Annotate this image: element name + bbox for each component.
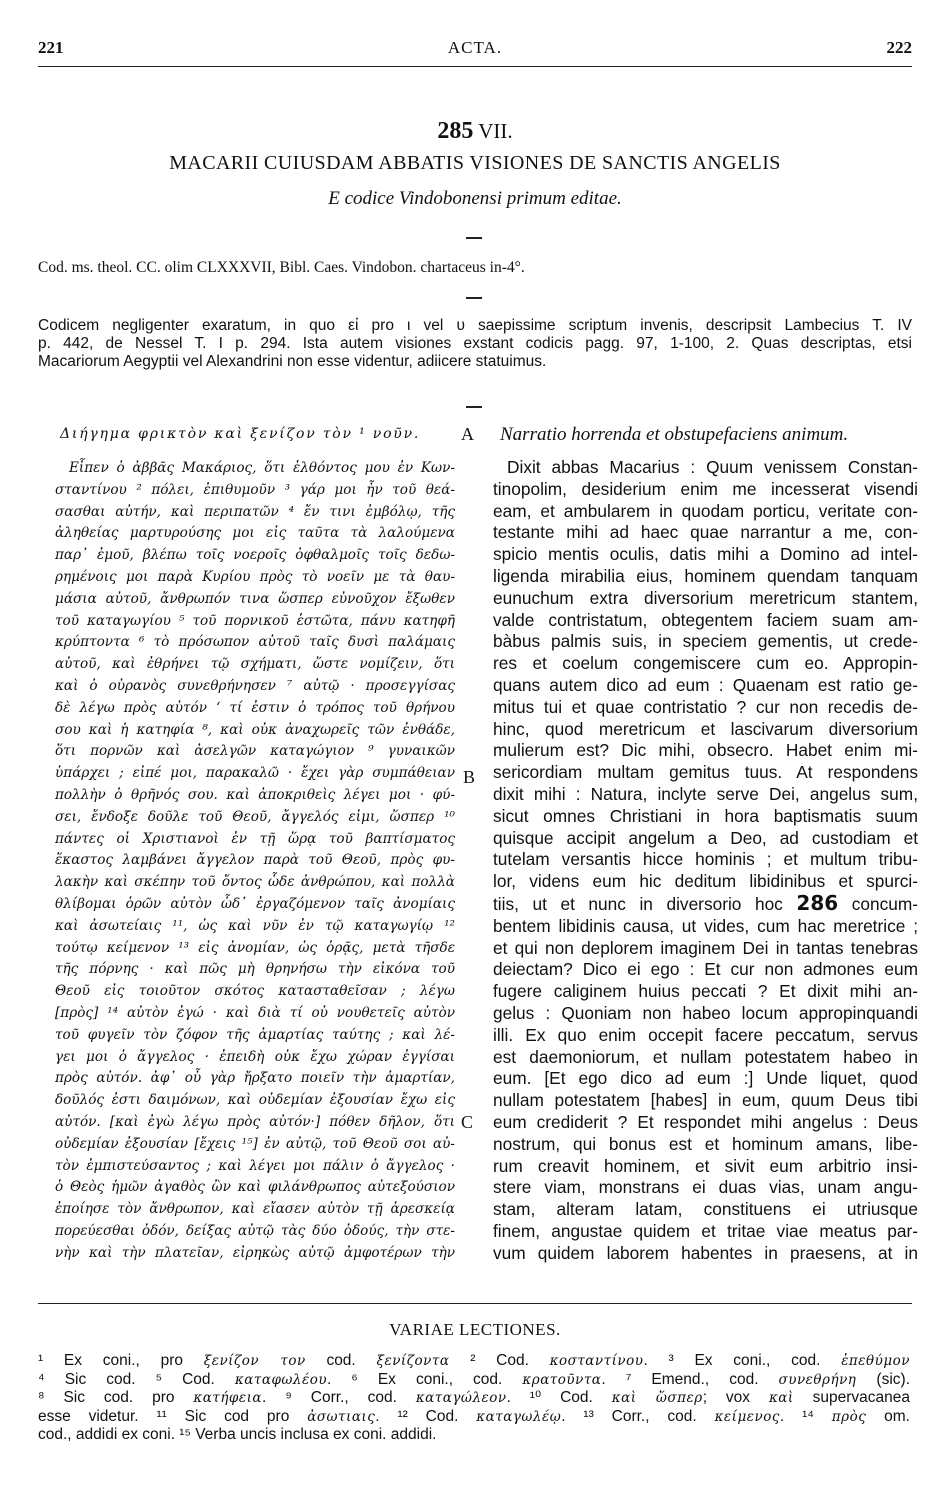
greek-reading: κείμενος: [714, 1408, 780, 1425]
greek-line: πρὸς αὐτόν. ἀφ᾽ οὗ γὰρ ἤρξατο ποιεῖν τὴν ἁμαρτίαν,: [55, 1070, 455, 1087]
greek-line: νὴν καὶ τὴν πλατεῖαν, εἰρηκὼς αὐτῷ ἀμφοτέρων τὴν: [55, 1244, 455, 1261]
latin-line-text: concum-: [851, 893, 918, 914]
latin-line: res et coelum congemiscere cum eo. Appropin-: [493, 653, 918, 674]
separator-dash: [466, 237, 482, 239]
greek-line: γει μοι ὁ ἄγγελος · ἐπειδὴ οὐκ ἔχω χώραν ἐγγίσαι: [55, 1048, 455, 1065]
latin-line: stere viam, monstrans ei duas vias, unam angu-: [493, 1177, 918, 1198]
latin-line: est daemoniorum, et nullam potestatem habeo in: [493, 1046, 918, 1067]
greek-heading: Διήγημα φρικτὸν καὶ ξενίζον τὸν ¹ νοῦν.: [60, 426, 421, 442]
note-text: (sic).: [856, 1370, 910, 1388]
header-rule: [38, 66, 912, 67]
note-text: . ³ Ex coni., cod.: [643, 1352, 842, 1369]
variae-line: [38, 1426, 910, 1445]
latin-line: bàbus palmis suis, in speciem gementis, ut crede-: [493, 631, 918, 652]
greek-line: τῆς πόρνης · καὶ πῶς μὴ θρηνήσω τὴν εἰκόνα τοῦ: [55, 961, 455, 978]
latin-line: spicio mentis oculis, datis mihi a Domino ad intel-: [493, 544, 918, 565]
latin-line: deiectam? Dico ei ego : Et cur non admones eum: [493, 959, 918, 980]
greek-line: ὁ Θεὸς ἡμῶν ἀγαθὸς ὢν καὶ φιλάνθρωπος αὐτεξούσιον: [55, 1179, 455, 1196]
note-text: . ¹⁴: [779, 1407, 832, 1425]
latin-line: nostrum, qui bonus est et hominum amans, libe-: [493, 1133, 918, 1154]
greek-line: ρημένοις μοι παρὰ Κυρίου πρὸς τὸ νοεῖν με τὰ θαυ-: [55, 568, 455, 585]
latin-line: eum crediderit ? Et respondet mihi angelus : Deus: [493, 1111, 918, 1132]
intro-line: Macariorum Aegyptii vel Alexandrini non esse videntur, adiicere statuimus.: [38, 353, 547, 370]
variae-line: [38, 1408, 910, 1427]
greek-line: πολλὴν ὁ θρῆνός σου. καὶ ἀποκριθεὶς λέγει μοι · φύ-: [55, 786, 455, 803]
greek-line: [πρὸς] ¹⁴ αὐτὸν ἐγώ · καὶ διὰ τί οὐ νουθετεῖς αὐτὸν: [55, 1004, 455, 1021]
note-text: supervacanea: [793, 1389, 910, 1406]
intro-line: p. 442, de Nessel T. I p. 294. Ista autem visiones exstant codicis pagg. 97, 1-100, 2. Quas descriptas, etsi: [38, 335, 912, 352]
greek-line: δὲ λέγω πρὸς αὐτόν ‘ τί ἐστιν ὁ τρόπος τοῦ θρήνου: [55, 699, 455, 716]
greek-line: ὑπάρχει ; εἰπέ μοι, παρακαλῶ · ἔχει γὰρ συμπάθειαν: [55, 765, 455, 782]
note-text: ; vox: [702, 1389, 769, 1406]
variae-lectiones-title: VARIAE LECTIONES.: [389, 1320, 561, 1339]
greek-reading: πρὸς: [831, 1408, 867, 1425]
latin-line: mitus tui et quae contristatio ? cur non recedis de-: [493, 696, 918, 717]
greek-reading: συνεθρήνη: [778, 1371, 857, 1388]
greek-line: καὶ ὁ οὐρανὸς συνεθρήνησεν ⁷ αὐτῷ · προσεγγίσας: [55, 677, 455, 694]
greek-reading: καὶ ὥσπερ: [611, 1390, 703, 1406]
greek-line: πάντες οἱ Χριστιανοὶ ἐν τῇ ὥρᾳ τοῦ βαπτίσματος: [55, 830, 455, 847]
latin-line: et qui non deplorem imaginem Dei in tantas tenebras: [493, 937, 918, 958]
document-number-suffix: VII.: [478, 119, 513, 143]
latin-line: eam, et ambularem in quodam porticu, veritate con-: [493, 500, 918, 521]
latin-line: [493, 890, 918, 916]
note-text: ² Cod.: [449, 1352, 550, 1369]
greek-line: καὶ ἀσωτείαις ¹¹, ὡς καὶ νῦν ἐν τῷ καταγωγίῳ ¹²: [55, 917, 455, 934]
column-number-left: 221: [38, 38, 64, 57]
note-text: . ¹⁰ Cod.: [506, 1389, 612, 1406]
note-text: cod.: [305, 1352, 377, 1369]
running-head: [38, 38, 912, 62]
variae-line: [38, 1352, 910, 1371]
greek-line: ἕκαστος λαμβάνει ἄγγελον παρὰ τοῦ Θεοῦ, πρὸς φυ-: [55, 852, 455, 869]
latin-line: vum quidem laborem habentes in praesens, at in: [493, 1242, 918, 1263]
latin-line: lor, videns eum hic deditum libidinibus et spurci-: [493, 871, 918, 892]
latin-line: stam, alteram latam, constituens ei utriusque: [493, 1199, 918, 1220]
greek-line: τούτῳ κείμενον ¹³ εἰς ἀνομίαν, ὡς ὁρᾷς, μετὰ τῆσδε: [55, 939, 455, 956]
latin-line: bentem libidinis causa, ut vides, cum hac meretrice ;: [493, 915, 918, 936]
greek-line: λακὴν καὶ σκέπην τοῦ ὄντος ὧδε ἀνθρώπου, καὶ πολλὰ: [55, 874, 455, 891]
greek-line: κρύπτοντα ⁶ τὸ πρόσωπον αὐτοῦ ταῖς δυσὶ παλάμαις: [55, 634, 455, 651]
latin-line: tinopolim, desiderium enim me incesserat visendi: [493, 478, 918, 499]
greek-line: οὐδεμίαν ἐξουσίαν [ἔχεις ¹⁵] ἐν αὐτῷ, τοῦ Θεοῦ σοι αὐ-: [55, 1135, 455, 1152]
note-text: . ⁷ Emend., cod.: [601, 1370, 779, 1388]
note-text: . ⁶ Ex coni., cod.: [327, 1370, 523, 1388]
latin-line-text: tiis, ut et nunc in diversorio hoc: [493, 893, 783, 914]
variae-lectiones-notes: [38, 1352, 910, 1445]
latin-line: dixit mihi : Natura, inclyte serve Dei, angelus sum,: [493, 783, 918, 804]
note-text: cod., addidi ex coni. ¹⁵ Verba uncis inclusa ex coni. addidi.: [38, 1426, 437, 1443]
greek-line: σου καὶ ἡ κατηφία ⁸, καὶ οὐκ ἀναχωρεῖς τῶν ἐνθάδε,: [55, 721, 455, 738]
variae-line: [38, 1371, 910, 1390]
latin-line: rum creavit hominem, et sivit eum arbitrio insi-: [493, 1155, 918, 1176]
greek-line: ἐποίησε τὸν ἄνθρωπον, καὶ εἴασεν αὐτὸν τῇ ἀρεσκείᾳ: [55, 1201, 455, 1218]
margin-letter-c: C: [461, 1112, 474, 1132]
document-number: [38, 118, 912, 145]
note-text: ⁴ Sic cod. ⁵ Cod.: [38, 1370, 235, 1388]
latin-line: fugere caliginem huius peccati ? Et dixit mihi an-: [493, 981, 918, 1002]
latin-line: illi. Ex quo enim occepit facere peccatum, servus: [493, 1024, 918, 1045]
greek-line: θλίβομαι ὁρῶν αὐτὸν ὧδ᾽ ἐργαζόμενον ταῖς ἀνομίαις: [55, 895, 455, 912]
latin-line: Dixit abbas Macarius : Quum venissem Constan-: [507, 457, 918, 477]
column-marker-number: 286: [796, 890, 839, 915]
greek-line: Θεοῦ εἰς τοιοῦτον σκότος κατασταθεῖσαν ; λέγω: [55, 983, 455, 1000]
margin-letter-b: B: [463, 767, 476, 787]
latin-line: eum. [Et ego dico ad eum :] Unde liquet, quod: [493, 1068, 918, 1089]
separator-dash: [466, 406, 482, 408]
greek-line: σταντίνου ² πόλει, ἐπιθυμοῦν ³ γάρ μοι ἦν τοῦ θεά-: [55, 481, 455, 498]
latin-line: nullam potestatem [habes] in eum, quum Deus tibi: [493, 1090, 918, 1111]
footnote-rule: [38, 1303, 912, 1304]
latin-line: tutelam versantis hicce hominis ; et multum tribu-: [493, 849, 918, 870]
latin-text-column: [493, 457, 918, 1264]
introduction-paragraph: [38, 317, 912, 371]
greek-reading: κοσταντίνου: [549, 1353, 644, 1369]
greek-line: παρ᾽ ἐμοῦ, βλέπω τοῖς νοεροῖς ὀφθαλμοῖς τοῖς δεδω-: [55, 547, 455, 564]
note-text: . ¹³ Corr., cod.: [561, 1407, 715, 1425]
greek-reading: ἀσωτιαις: [307, 1408, 376, 1425]
greek-line: τοῦ φυγεῖν τὸν ζόφον τῆς ἁμαρτίας ταύτης ; καὶ λέ-: [55, 1026, 455, 1043]
separator-dash: [466, 297, 482, 299]
greek-line: δοῦλός ἐστι δαιμόνων, καὶ οὐδεμίαν ἐξουσίαν ἔχω εἰς: [55, 1092, 455, 1109]
greek-line: πορεύεσθαι ὁδόν, δείξας αὐτῷ τὰς δύο ὁδούς, τὴν στε-: [55, 1222, 455, 1239]
intro-line: Codicem negligenter exaratum, in quo εἰ pro ι vel υ saepissime scriptum invenis, descripsit Lambecius T. IV: [38, 317, 912, 334]
greek-line: αὐτοῦ, καὶ ἐθρήνει τῷ σχήματι, ὥστε νομίζειν, ὅτι: [55, 656, 455, 673]
latin-line: mulierum est? Dic mihi, obsecro. Habet enim mi-: [493, 740, 918, 761]
margin-letter-a: A: [461, 424, 474, 444]
note-text: om.: [866, 1407, 910, 1425]
latin-line: hinc, quod meretricum et lascivarum diversorium: [493, 718, 918, 739]
greek-line: τοῦ καταγωγίου ⁵ τοῦ πορνικοῦ ἑστῶτα, πάνυ κατηφῆ: [55, 612, 455, 629]
column-number-right: 222: [886, 38, 912, 57]
variae-line: [38, 1389, 910, 1408]
greek-line: Εἶπεν ὁ ἀββᾶς Μακάριος, ὅτι ἐλθόντος μου ἐν Κων-: [69, 460, 455, 476]
note-text: . ⁹ Corr., cod.: [262, 1389, 416, 1406]
codex-description: Cod. ms. theol. CC. olim CLXXXVII, Bibl. Caes. Vindobon. chartaceus in-4°.: [38, 259, 525, 276]
greek-reading: ἐπεθύμον: [841, 1353, 910, 1369]
latin-line: valde contristatum, obtegentem faciem suam am-: [493, 609, 918, 630]
latin-line: eunuchum extra diversorium meretricum stantem,: [493, 587, 918, 608]
greek-reading: κατήφεια: [193, 1390, 263, 1406]
note-text: . ¹² Cod.: [375, 1407, 477, 1425]
latin-line: quans autem dico ad eum : Quaenam est ratio ge-: [493, 674, 918, 695]
latin-line: finem, angustae quidem et tritae viae meatus par-: [493, 1220, 918, 1241]
document-title: MACARII CUIUSDAM ABBATIS VISIONES DE SANCTIS ANGELIS: [169, 152, 781, 174]
greek-line: μάσια αὐτοῦ, ἄνθρωπόν τινα ὥσπερ εὐνοῦχον ἔξωθεν: [55, 590, 455, 607]
latin-line: testante mihi ad haec quae narrantur a me, con-: [493, 522, 918, 543]
latin-line: sericordiam multam gemitus tuus. At respondens: [493, 762, 918, 783]
greek-line: ἀληθείας μαρτυρούσης μοι εἰς ταῦτα τὰ λαλούμενα: [55, 525, 455, 542]
note-text: esse videtur. ¹¹ Sic cod pro: [38, 1407, 308, 1425]
document-subtitle: E codice Vindobonensi primum editae.: [328, 188, 622, 209]
latin-line: ligenda mirabilia eius, hominem quendam tanquam: [493, 565, 918, 586]
greek-reading: καταγωλέῳ: [476, 1408, 562, 1425]
greek-reading: ξενίζοντα: [376, 1353, 450, 1369]
greek-line: σασθαι αὐτήν, καὶ περιπατῶν ⁴ ἔν τινι ἐμβόλῳ, τῆς: [55, 503, 455, 520]
greek-line: ὅτι πορνῶν καὶ ἀσελγῶν καταγώγιον ⁹ γυναικῶν: [55, 743, 455, 760]
note-text: ¹ Ex coni., pro: [38, 1352, 204, 1369]
latin-line: gelus : Quoniam non habeo locum appropinquandi: [493, 1002, 918, 1023]
latin-heading: Narratio horrenda et obstupefaciens animum.: [500, 424, 849, 445]
latin-line: quisque accipit angelum a Deo, ad custodiam et: [493, 827, 918, 848]
greek-reading: καταγώλεον: [415, 1390, 507, 1406]
latin-line: sicut omnes Christiani in hora baptismatis suum: [493, 805, 918, 826]
greek-line: σει, ἔνδοξε δοῦλε τοῦ Θεοῦ, ἄγγελός εἰμι, ὥσπερ ¹⁰: [55, 808, 455, 825]
greek-text-column: [55, 458, 455, 1264]
greek-reading: καταφωλέου: [234, 1371, 328, 1388]
greek-reading: κρατοῦντα: [522, 1371, 602, 1388]
greek-reading: καὶ: [768, 1390, 794, 1406]
note-text: ⁸ Sic cod. pro: [38, 1389, 194, 1406]
greek-reading: ξενίζον τον: [203, 1353, 306, 1369]
running-title: ACTA.: [447, 38, 503, 57]
document-number-value: 285: [437, 118, 474, 144]
greek-line: αὐτόν. [καὶ ἐγὼ λέγω πρὸς αὐτόν·] πόθεν δῆλον, ὅτι: [55, 1113, 455, 1130]
greek-line: τὸν ἐμπιστεύσαντος ; καὶ λέγει μοι πάλιν ὁ ἄγγελος ·: [55, 1157, 455, 1174]
